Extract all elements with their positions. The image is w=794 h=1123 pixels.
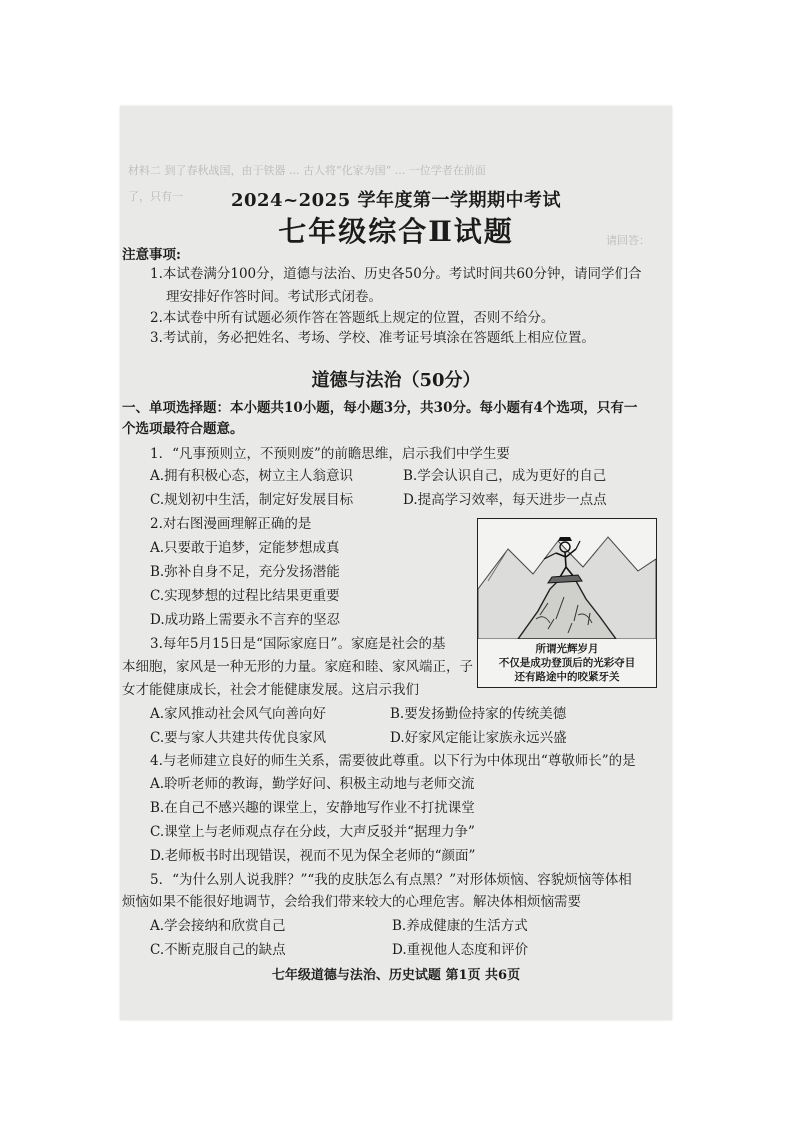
notice-item-1: 1.本试卷满分100分，道德与法治、历史各50分。考试时间共60分钟，请同学们合 <box>150 266 642 282</box>
q4-stem: 4.与老师建立良好的师生关系，需要彼此尊重。以下行为中体现出“尊敬师长”的是 <box>150 753 636 769</box>
notice-item-1-cont: 理安排好作答时间。考试形式闭卷。 <box>166 289 382 305</box>
cartoon-caption-3: 还有路途中的咬紧牙关 <box>514 671 620 683</box>
q5-option-a: A.学会接纳和欣赏自己 <box>150 918 286 934</box>
q3-option-b: B.要发扬勤俭持家的传统美德 <box>390 706 567 722</box>
q3-stem-cont-1: 本细胞，家风是一种无形的力量。家庭和睦、家风端正，子 <box>122 659 473 675</box>
q1-option-a: A.拥有积极心态，树立主人翁意识 <box>150 468 354 484</box>
notice-heading: 注意事项: <box>122 247 181 263</box>
exam-main-title: 七年级综合Ⅱ试题 <box>278 215 514 248</box>
q2-option-c: C.实现梦想的过程比结果更重要 <box>150 588 340 604</box>
q2-stem: 2.对右图漫画理解正确的是 <box>150 516 312 532</box>
part1-instructions-cont: 个选项最符合题意。 <box>122 421 244 437</box>
exam-year-title: 2024~2025 学年度第一学期期中考试 <box>230 190 562 211</box>
q2-option-d: D.成功路上需要永不言弃的坚忍 <box>150 612 341 628</box>
section-title: 道德与法治（50分） <box>311 370 481 391</box>
q5-stem: 5．“为什么别人说我胖？”“我的皮肤怎么有点黑？”对形体烦恼、容貌烦恼等体相 <box>150 872 632 888</box>
cartoon-caption-1: 所谓光辉岁月 <box>535 643 599 655</box>
q5-option-d: D.重视他人态度和评价 <box>392 942 529 958</box>
q3-stem: 3.每年5月15日是“国际家庭日”。家庭是社会的基 <box>150 636 446 652</box>
q4-option-c: C.课堂上与老师观点存在分歧，大声反驳并“据理力争” <box>150 824 475 840</box>
part1-instructions: 一、单项选择题：本小题共10小题，每小题3分，共30分。每小题有4个选项，只有一 <box>122 400 638 416</box>
q3-option-d: D.好家风定能让家族永远兴盛 <box>390 730 567 746</box>
q4-option-d: D.老师板书时出现错误，视而不见为保全老师的“颜面” <box>150 848 476 864</box>
notice-item-3: 3.考试前，务必把姓名、考场、学校、准考证号填涂在答题纸上相应位置。 <box>150 330 595 346</box>
notice-item-2: 2.本试卷中所有试题必须作答在答题纸上规定的位置，否则不给分。 <box>150 310 555 326</box>
bleed-through-text: 请回答： <box>606 234 650 247</box>
bleed-through-text: 材料二 到了春秋战国，由于铁器 ... 古人将“化家为国” ... 一位学者在前面 <box>128 164 486 177</box>
exam-page <box>120 106 672 1020</box>
q4-option-b: B.在自己不感兴趣的课堂上，安静地写作业不打扰课堂 <box>150 800 475 816</box>
q1-option-c: C.规划初中生活，制定好发展目标 <box>150 492 354 508</box>
q1-option-d: D.提高学习效率，每天进步一点点 <box>403 492 607 508</box>
q4-option-a: A.聆听老师的教诲，勤学好问、积极主动地与老师交流 <box>150 776 475 792</box>
q1-option-b: B.学会认识自己，成为更好的自己 <box>403 468 607 484</box>
q3-stem-cont-2: 女才能健康成长，社会才能健康发展。这启示我们 <box>122 682 419 698</box>
mountain-climber-illustration <box>478 519 656 639</box>
q2-option-a: A.只要敢于追梦，定能梦想成真 <box>150 540 340 556</box>
q5-stem-cont: 烦恼如果不能很好地调节，会给我们带来较大的心理危害。解决体相烦恼需要 <box>122 894 581 910</box>
q3-option-a: A.家风推动社会风气向善向好 <box>150 706 327 722</box>
q1-stem: 1．“凡事预则立，不预则废”的前瞻思维，启示我们中学生要 <box>150 446 510 462</box>
q2-option-b: B.弥补自身不足，充分发扬潜能 <box>150 564 340 580</box>
cartoon-image <box>477 518 657 688</box>
q3-option-c: C.要与家人共建共传优良家风 <box>150 730 327 746</box>
bleed-through-text: 了，只有一 <box>128 190 183 203</box>
q5-option-b: B.养成健康的生活方式 <box>392 918 528 934</box>
q5-option-c: C.不断克服自己的缺点 <box>150 942 286 958</box>
page-footer: 七年级道德与法治、历史试题 第1页 共6页 <box>271 968 521 983</box>
cartoon-caption-2: 不仅是成功登顶后的光彩夺目 <box>498 657 636 669</box>
